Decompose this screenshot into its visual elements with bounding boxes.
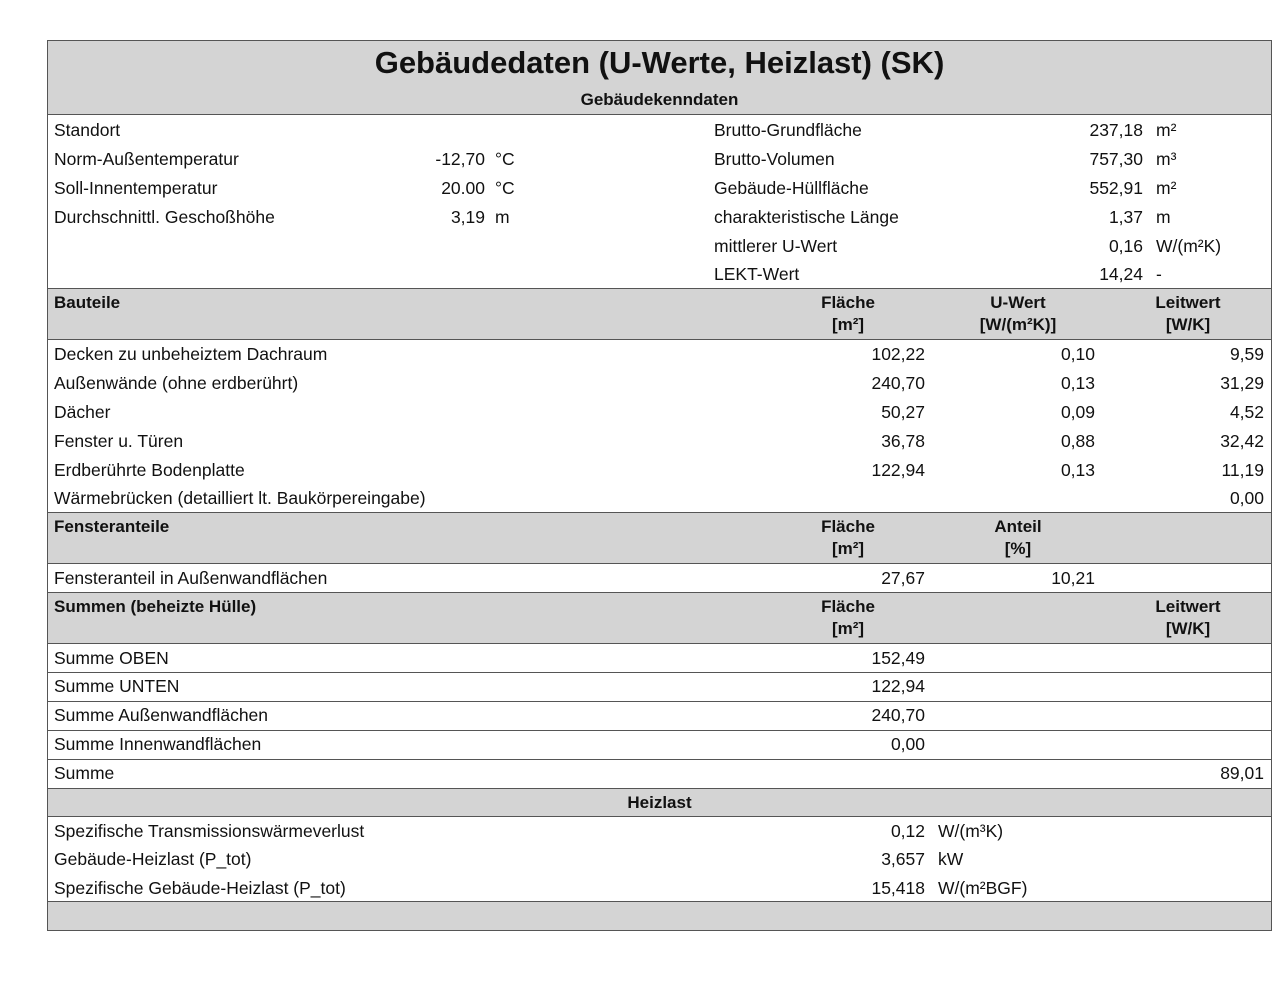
col-leitwert: Leitwert [1155,597,1221,616]
kenndaten-label: Standort [54,120,121,140]
row-label: Summe [54,763,115,783]
row-leitwert: 31,29 [1220,373,1264,393]
kenndaten-label: mittlerer U-Wert [714,236,838,256]
row-divider [48,701,1271,702]
row-label: Spezifische Gebäude-Heizlast (P_tot) [54,878,346,898]
kenndaten-label: Norm-Außentemperatur [54,149,239,169]
row-divider [48,759,1271,760]
kenndaten-value: -12,70 [435,149,485,169]
row-leitwert: 4,52 [1229,402,1264,422]
kenndaten-value: 14,24 [1099,264,1143,284]
row-unit: W/(m³K) [938,821,1004,841]
row-uwert: 0,13 [1060,460,1095,480]
row-label: Erdberührte Bodenplatte [54,460,245,480]
row-divider [48,730,1271,731]
kenndaten-unit: m [1156,207,1171,227]
kenndaten-label: Gebäude-Hüllfläche [714,178,869,198]
row-leitwert: 0,00 [1229,488,1264,508]
page-title: Gebäudedaten (U-Werte, Heizlast) (SK) [374,45,945,80]
row-leitwert: 32,42 [1220,431,1264,451]
col-uwert: U-Wert [990,293,1046,312]
kenndaten-header: Gebäudekenndaten [580,90,739,109]
row-value: 0,12 [890,821,925,841]
row-flaeche: 50,27 [881,402,925,422]
col-flaeche-unit: [m²] [831,315,865,334]
row-unit: W/(m²BGF) [938,878,1028,898]
row-label: Summe Außenwandflächen [54,705,269,725]
row-anteil: 10,21 [1051,568,1095,588]
row-flaeche: 152,49 [871,648,925,668]
kenndaten-unit: W/(m²K) [1156,236,1222,256]
col-anteil-unit: [%] [1004,539,1032,558]
row-leitwert: 89,01 [1220,763,1264,783]
kenndaten-header-band [48,87,1271,115]
kenndaten-label: Brutto-Grundfläche [714,120,862,140]
title-band [48,41,1271,88]
kenndaten-value: 3,19 [450,207,485,227]
datasheet [47,40,1272,931]
row-value: 3,657 [881,849,925,869]
row-label: Gebäude-Heizlast (P_tot) [54,849,252,869]
row-label: Summe UNTEN [54,676,180,696]
kenndaten-unit: m³ [1156,149,1177,169]
kenndaten-label: LEKT-Wert [714,264,800,284]
bauteile-header-band [48,288,1271,340]
row-uwert: 0,09 [1060,402,1095,422]
summen-header-band [48,592,1271,644]
row-flaeche: 36,78 [881,431,925,451]
row-flaeche: 102,22 [871,344,925,364]
kenndaten-value: 1,37 [1108,207,1143,227]
kenndaten-unit: - [1156,264,1162,284]
kenndaten-label: Durchschnittl. Geschoßhöhe [54,207,275,227]
col-flaeche: Fläche [821,517,875,536]
bauteile-header: Bauteile [54,293,121,312]
row-leitwert: 9,59 [1229,344,1264,364]
row-label: Summe Innenwandflächen [54,734,262,754]
heizlast-header-band [48,788,1271,817]
row-label: Dächer [54,402,111,422]
kenndaten-unit: m² [1156,120,1177,140]
row-label: Fensteranteil in Außenwandflächen [54,568,328,588]
row-unit: kW [938,849,964,869]
row-label: Fenster u. Türen [54,431,184,451]
col-flaeche: Fläche [821,597,875,616]
row-flaeche: 0,00 [890,734,925,754]
row-divider [48,672,1271,673]
summen-header: Summen (beheizte Hülle) [54,597,257,616]
row-flaeche: 27,67 [881,568,925,588]
col-leitwert-unit: [W/K] [1165,315,1211,334]
kenndaten-label: Brutto-Volumen [714,149,835,169]
kenndaten-value: 20.00 [441,178,485,198]
row-uwert: 0,88 [1060,431,1095,451]
row-label: Decken zu unbeheiztem Dachraum [54,344,328,364]
row-flaeche: 122,94 [871,460,925,480]
row-label: Spezifische Transmissionswärmeverlust [54,821,365,841]
footer-band [48,901,1271,930]
col-flaeche-unit: [m²] [831,539,865,558]
kenndaten-unit: m² [1156,178,1177,198]
col-flaeche: Fläche [821,293,875,312]
col-uwert-unit: [W/(m²K)] [979,315,1057,334]
col-leitwert-unit: [W/K] [1165,619,1211,638]
kenndaten-label: charakteristische Länge [714,207,899,227]
row-uwert: 0,10 [1060,344,1095,364]
row-leitwert: 11,19 [1221,460,1264,480]
fenster-header: Fensteranteile [54,517,170,536]
kenndaten-value: 0,16 [1108,236,1143,256]
fenster-header-band [48,512,1271,564]
row-label: Außenwände (ohne erdberührt) [54,373,299,393]
kenndaten-value: 757,30 [1089,149,1143,169]
col-leitwert: Leitwert [1155,293,1221,312]
row-label: Wärmebrücken (detailliert lt. Baukörpereingabe) [54,488,426,508]
kenndaten-value: 237,18 [1089,120,1143,140]
row-label: Summe OBEN [54,648,169,668]
kenndaten-label: Soll-Innentemperatur [54,178,218,198]
kenndaten-unit: °C [495,149,515,169]
kenndaten-unit: °C [495,178,515,198]
row-flaeche: 240,70 [871,373,925,393]
kenndaten-value: 552,91 [1089,178,1143,198]
col-anteil: Anteil [994,517,1042,536]
col-flaeche-unit: [m²] [831,619,865,638]
kenndaten-unit: m [495,207,510,227]
row-value: 15,418 [871,878,925,898]
row-flaeche: 240,70 [871,705,925,725]
heizlast-header: Heizlast [627,793,692,812]
row-uwert: 0,13 [1060,373,1095,393]
row-flaeche: 122,94 [871,676,925,696]
